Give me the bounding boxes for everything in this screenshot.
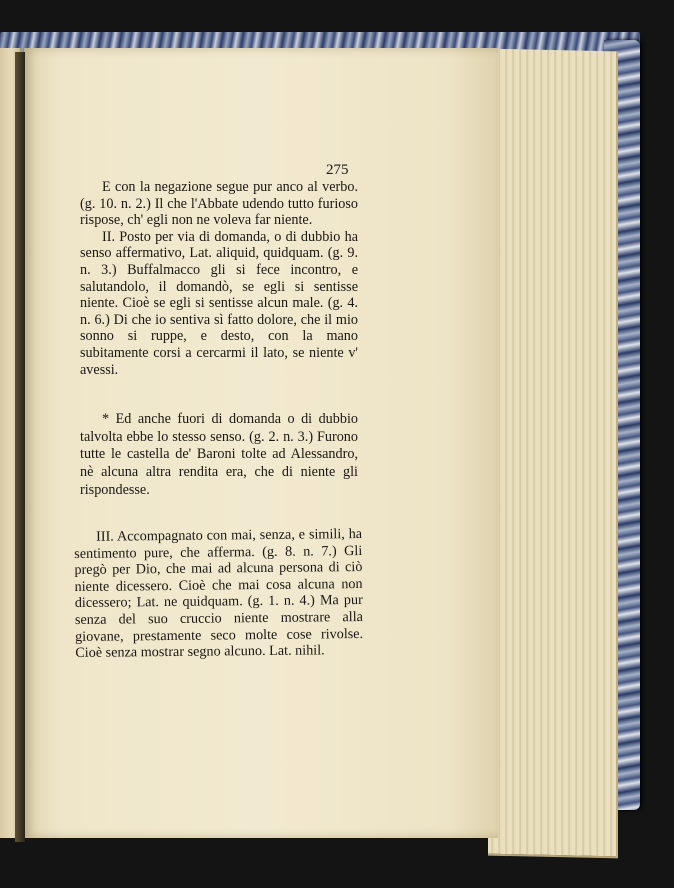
page-text: [74, 179, 364, 662]
paragraph-3-note: * Ed anche fuori di domanda o di dubbio talvolta ebbe lo stesso senso. (g. 2. n. 3.) Furono tutte le castella de' Baroni tolte ad Alessandro, nè alcuna altra rendita era, che di niente gli rispondesse.: [80, 411, 358, 498]
paragraph-4: III. Accompagnato con mai, senza, e simili, ha sentimento pure, che afferma. (g. 8. n. 7.) Gli pregò per Dio, che mai ad alcuna persona di ciò niente dicessero. Cioè che mai cosa alcuna non dicessero; Lat. ne quidquam. (g. 1. n. 4.) Ma pur senza del suo cruccio niente mostrare alla giovane, prestamente seco molte cose rivolse. Cioè senza mostrar segno alcuno. Lat. nihil.: [74, 526, 364, 662]
paragraph-2: II. Posto per via di domanda, o di dubbio ha senso affermativo, Lat. aliquid, quidquam. (g. 9. n. 3.) Buffalmacco gli si fece incontro, e salutandolo, il domandò, se egli si sentisse niente. Cioè se egli si sentisse alcun male. (g. 4. n. 6.) Di che io sentiva sì fatto dolore, che il mio sonno si ruppe, e desto, con la mano subitamente corsi a cercarmi il lato, se niente v' avessi.: [80, 228, 358, 378]
page-number: 275: [326, 162, 349, 178]
paragraph-1: E con la negazione segue pur anco al verbo. (g. 10. n. 2.) Il che l'Abbate udendo tutto furioso rispose, ch' egli non ne voleva far niente.: [80, 179, 358, 229]
page-edges: [488, 49, 618, 859]
book-spine: [15, 52, 25, 842]
